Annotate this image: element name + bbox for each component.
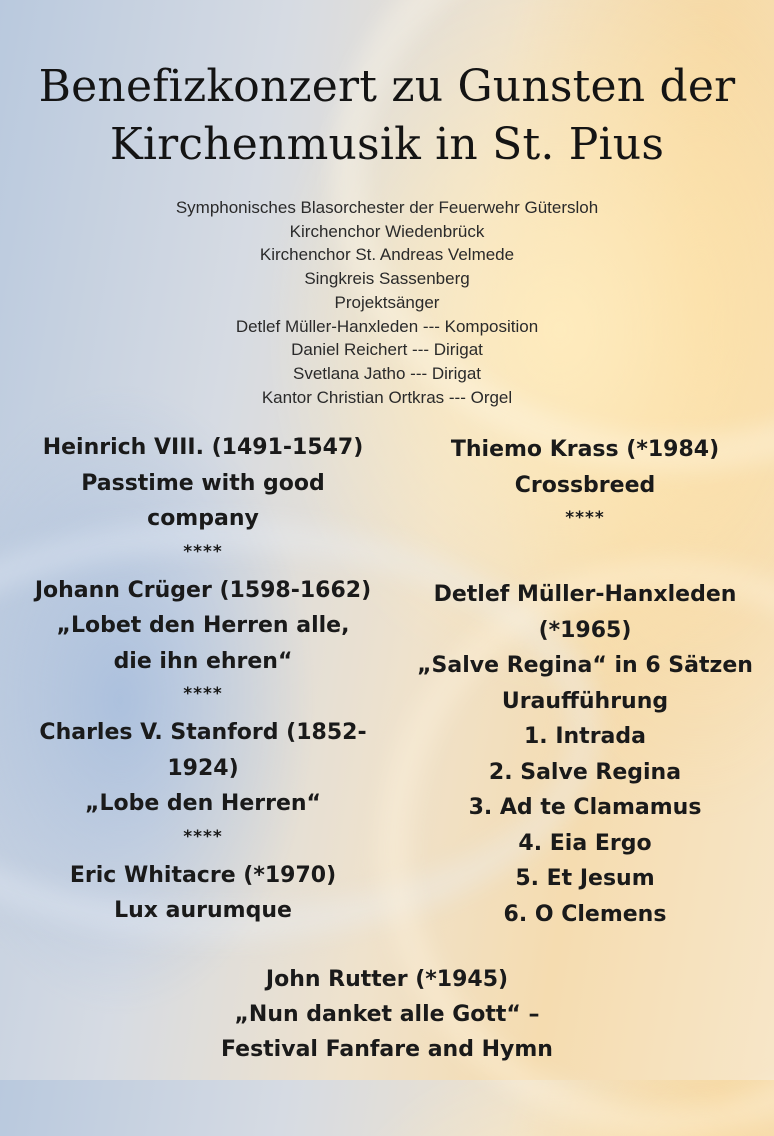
poster-title [0, 58, 774, 174]
program-line: „Lobe den Herren“ [85, 791, 321, 816]
movement-line: 1. Intrada [524, 724, 646, 749]
credit-line: Kirchenchor Wiedenbrück [289, 221, 485, 241]
program-line: (*1965) [538, 617, 632, 643]
separator-stars: **** [183, 826, 223, 847]
program-right-column [410, 432, 760, 932]
credit-line: Detlef Müller-Hanxleden --- Komposition [235, 316, 539, 336]
movement-line: 6. O Clemens [503, 901, 667, 927]
credit-line: Kantor Christian Ortkras --- Orgel [261, 387, 513, 407]
separator-stars: **** [183, 541, 223, 562]
program-line: „Salve Regina“ in 6 Sätzen [417, 653, 753, 678]
credit-line: Singkreis Sassenberg [304, 269, 470, 289]
program-item-mueller-hanxleden [410, 577, 760, 932]
credit-line: Projektsänger [334, 292, 440, 312]
movement-line: 5. Et Jesum [515, 866, 655, 891]
program-line: Heinrich VIII. (1491-1547) [42, 435, 364, 460]
movement-line: 3. Ad te Clamamus [468, 795, 702, 820]
program-line: Crossbreed [514, 472, 656, 498]
program-line: Johann Crüger (1598-1662) [34, 577, 372, 603]
program-line: Detlef Müller-Hanxleden [433, 582, 737, 607]
program-left-column [28, 430, 378, 929]
separator-stars: **** [565, 508, 605, 528]
program-item-krass [410, 432, 760, 503]
program-line: Charles V. Stanford (1852- [39, 720, 367, 745]
program-line: Passtime with good [81, 470, 325, 496]
program-item-crueger [28, 573, 378, 680]
program-line: „Lobet den Herren alle, [56, 613, 350, 638]
credit-line: Kirchenchor St. Andreas Velmede [259, 245, 515, 265]
program-finale [0, 962, 774, 1067]
program-line: Festival Fanfare and Hymn [221, 1037, 553, 1062]
movement-line: 4. Eia Ergo [518, 830, 652, 856]
program-item-whitacre [28, 858, 378, 929]
credit-line: Symphonisches Blasorchester der Feuerwehr Gütersloh [175, 198, 599, 217]
program-line: Uraufführung [501, 688, 669, 714]
program-line: 1924) [167, 755, 239, 781]
credit-line: Daniel Reichert --- Dirigat [291, 340, 483, 360]
program-line: Eric Whitacre (*1970) [69, 862, 337, 888]
program-item-stanford [28, 715, 378, 822]
program-line: company [147, 506, 259, 531]
credit-line: Svetlana Jatho --- Dirigat [292, 363, 482, 383]
program-line: die ihn ehren“ [113, 648, 293, 674]
program-line: Lux aurumque [114, 898, 292, 923]
movement-line: 2. Salve Regina [488, 759, 682, 785]
title-line-2: Kirchenmusik in St. Pius [109, 119, 665, 170]
title-line-1: Benefizkonzert zu Gunsten der [38, 61, 736, 112]
program-line: John Rutter (*1945) [265, 967, 509, 992]
program-line: „Nun danket alle Gott“ – [234, 1002, 540, 1027]
separator-stars: **** [183, 684, 223, 704]
performer-credits [0, 196, 774, 409]
program-item-heinrich [28, 430, 378, 537]
program-line: Thiemo Krass (*1984) [450, 437, 720, 462]
